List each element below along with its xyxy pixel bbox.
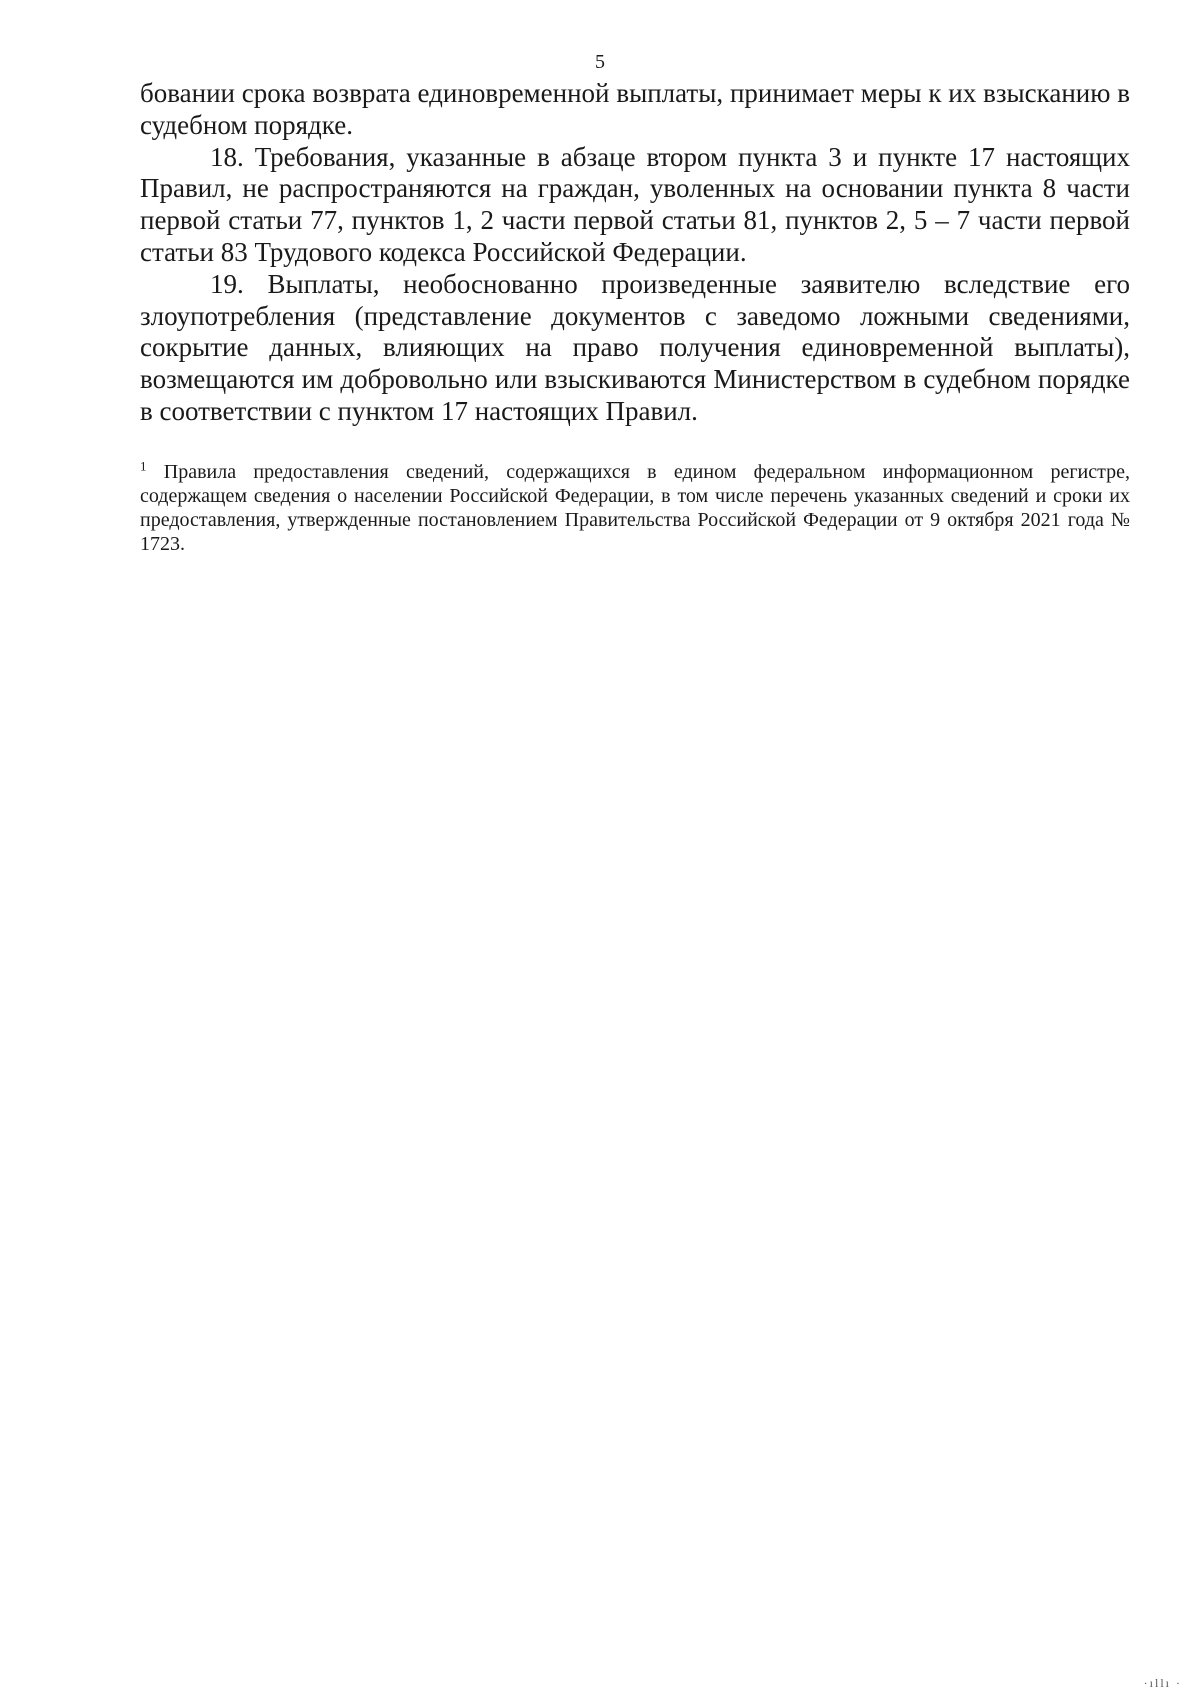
paragraph-19: 19. Выплаты, необоснованно произведенные заявителю вследствие его злоупотребления (представление документов с заведомо ложными сведениями, сокрытие данных, влияющих на право получения единовременной выплаты), возмещаются им добровольно или взыскиваются Министерством в судебном порядке в соответствии с пунктом 17 настоящих Правил. [140, 268, 1130, 426]
document-body [140, 78, 1130, 428]
paragraph-18: 18. Требования, указанные в абзаце втором пункта 3 и пункте 17 настоящих Правил, не распространяются на граждан, уволенных на основании пункта 8 части первой статьи 77, пунктов 1, 2 части первой статьи 81, пунктов 2, 5 – 7 части первой статьи 83 Трудового кодекса Российской Федерации. [140, 141, 1130, 267]
footnote-marker: 1 [140, 458, 147, 474]
paragraph-continuation: бовании срока возврата единовременной выплаты, принимает меры к их взысканию в судебном порядке. [140, 78, 1130, 140]
page-number: 5 [595, 51, 605, 73]
footnote-text: Правила предоставления сведений, содержащихся в едином федеральном информационном регистре, содержащем сведения о населении Российской Федерации, в том числе перечень указанных сведений и сроки их предоставления, утвержденные постановлением Правительства Российской Федерации от 9 октября 2021 года № 1723. [140, 461, 1131, 555]
footnote-paragraph [140, 460, 1130, 556]
footnote [140, 460, 1130, 556]
scan-marks: ·ıllı · [1143, 1676, 1182, 1690]
